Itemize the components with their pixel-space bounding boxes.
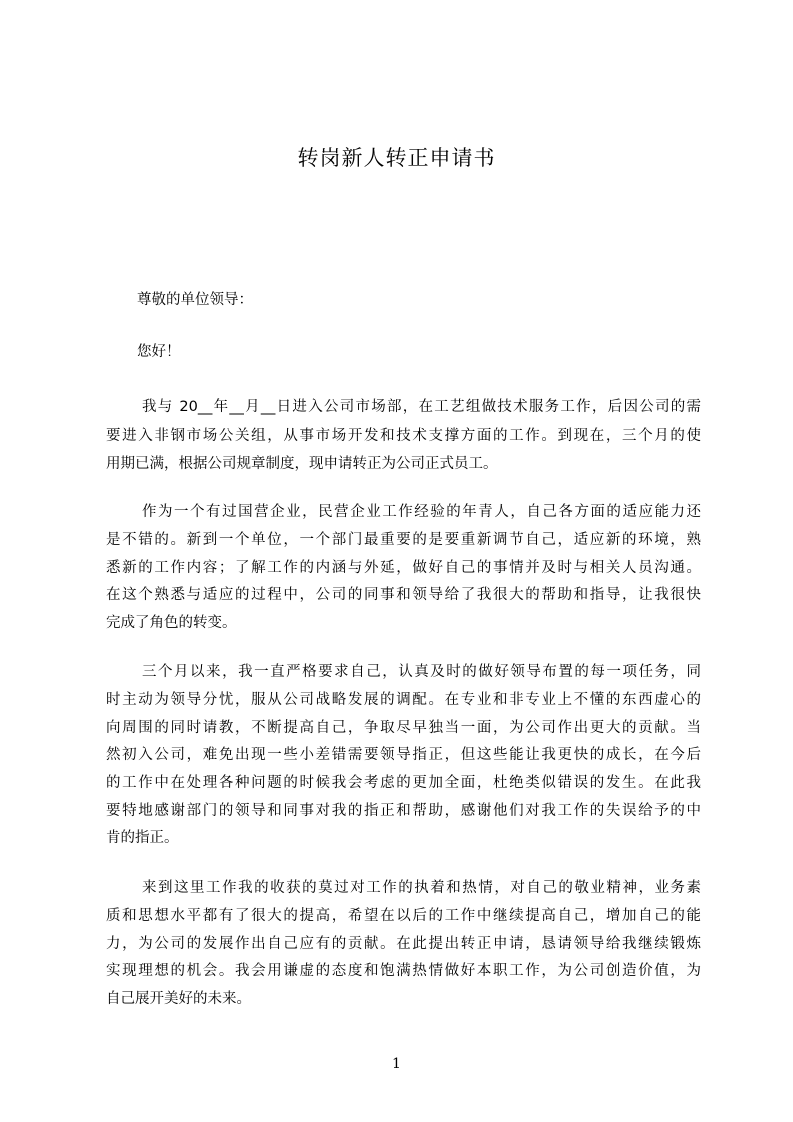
paragraph-line: 自己展开美好的未来。 — [106, 991, 251, 1007]
paragraph-line: 然初入公司，难免出现一些小差错需要领导指正，但这些能让我更快的成长，在今后 — [106, 747, 701, 763]
paragraph-line: 的工作中在处理各种问题的时候我会考虑的更加全面，杜绝类似错误的发生。在此我 — [106, 775, 701, 791]
paragraph-line: 肯的指正。 — [106, 830, 179, 846]
paragraph-line: 作为一个有过国营企业，民营企业工作经验的年青人，自己各方面的适应能力还 — [142, 504, 701, 520]
paragraph-line: 力，为公司的发展作出自己应有的贡献。在此提出转正申请，恳请领导给我继续锻炼 — [106, 936, 701, 952]
paragraph-line: 我与 20__年__月__日进入公司市场部，在工艺组做技术服务工作，后因公司的需 — [142, 399, 701, 415]
paragraph-line: 质和思想水平都有了很大的提高，希望在以后的工作中继续提高自己，增加自己的能 — [106, 908, 701, 924]
paragraph-line: 向周围的同时请教，不断提高自己，争取尽早独当一面，为公司作出更大的贡献。当 — [106, 720, 701, 736]
paragraph-line: 来到这里工作我的收获的莫过对工作的执着和热情，对自己的敬业精神，业务素 — [142, 880, 701, 896]
paragraph-line: 完成了角色的转变。 — [106, 615, 237, 631]
paragraph-line: 要进入非钢市场公关组，从事市场开发和技术支撑方面的工作。到现在，三个月的使 — [106, 428, 701, 444]
greeting: 您好！ — [137, 344, 181, 360]
paragraph-line: 在这个熟悉与适应的过程中，公司的同事和领导给了我很大的帮助和指导，让我很快 — [106, 587, 701, 603]
salutation: 尊敬的单位领导： — [137, 292, 253, 308]
document-title: 转岗新人转正申请书 — [297, 146, 496, 170]
page-number: 1 — [392, 1056, 401, 1072]
paragraph-line: 用期已满，根据公司规章制度，现申请转正为公司正式员工。 — [106, 456, 498, 472]
paragraph-line: 实现理想的机会。我会用谦虚的态度和饱满热情做好本职工作，为公司创造价值，为 — [106, 963, 701, 979]
paragraph-line: 悉新的工作内容；了解工作的内涵与外延，做好自己的事情并及时与相关人员沟通。 — [106, 560, 701, 576]
paragraph-line: 要特地感谢部门的领导和同事对我的指正和帮助，感谢他们对我工作的失误给予的中 — [106, 803, 701, 819]
paragraph-line: 时主动为领导分忧，服从公司战略发展的调配。在专业和非专业上不懂的东西虚心的 — [106, 692, 701, 708]
paragraph-line: 是不错的。新到一个单位，一个部门最重要的是要重新调节自己，适应新的环境，熟 — [106, 532, 701, 548]
paragraph-line: 三个月以来，我一直严格要求自己，认真及时的做好领导布置的每一项任务，同 — [142, 664, 701, 680]
